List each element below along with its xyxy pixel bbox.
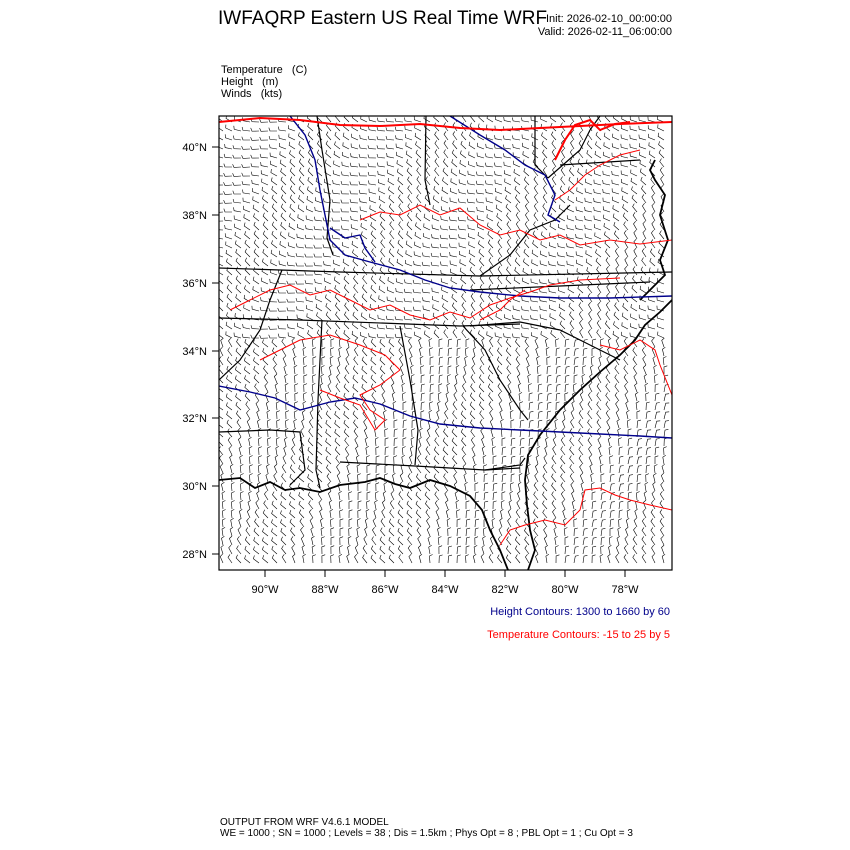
lat-label: 38°N — [182, 210, 207, 222]
longitude-axis — [251, 570, 639, 596]
temperature-contour-info: Temperature Contours: -15 to 25 by 5 — [487, 629, 670, 641]
chart-title: IWFAQRP Eastern US Real Time WRF — [218, 8, 548, 29]
model-footer — [220, 817, 633, 839]
field-height: Height (m) — [221, 76, 279, 88]
lon-label: 82°W — [491, 584, 519, 596]
init-time: Init: 2026-02-10_00:00:00 — [546, 13, 672, 25]
coastline — [219, 160, 672, 570]
state-borders — [219, 116, 672, 488]
lon-label: 86°W — [371, 584, 399, 596]
lat-label: 34°N — [182, 346, 207, 358]
lat-label: 32°N — [182, 413, 207, 425]
lat-label: 36°N — [182, 278, 207, 290]
lat-label: 30°N — [182, 481, 207, 493]
lon-label: 84°W — [431, 584, 459, 596]
field-winds: Winds (kts) — [221, 88, 283, 100]
latitude-axis — [182, 142, 219, 561]
wind-barb-field — [215, 113, 670, 563]
lat-label: 40°N — [182, 142, 207, 154]
lat-label: 28°N — [182, 549, 207, 561]
temperature-contours — [219, 118, 672, 545]
model-version: OUTPUT FROM WRF V4.6.1 MODEL — [220, 817, 389, 828]
lon-label: 78°W — [611, 584, 639, 596]
lon-label: 90°W — [251, 584, 279, 596]
model-config: WE = 1000 ; SN = 1000 ; Levels = 38 ; Dis = 1.5km ; Phys Opt = 8 ; PBL Opt = 1 ; Cu Opt = 3 — [220, 828, 633, 839]
height-contour-info: Height Contours: 1300 to 1660 by 60 — [490, 606, 670, 618]
valid-time: Valid: 2026-02-11_06:00:00 — [537, 26, 672, 38]
field-temperature: Temperature (C) — [221, 64, 308, 76]
wind-barbs — [215, 113, 670, 563]
lon-label: 88°W — [311, 584, 339, 596]
lon-label: 80°W — [551, 584, 579, 596]
